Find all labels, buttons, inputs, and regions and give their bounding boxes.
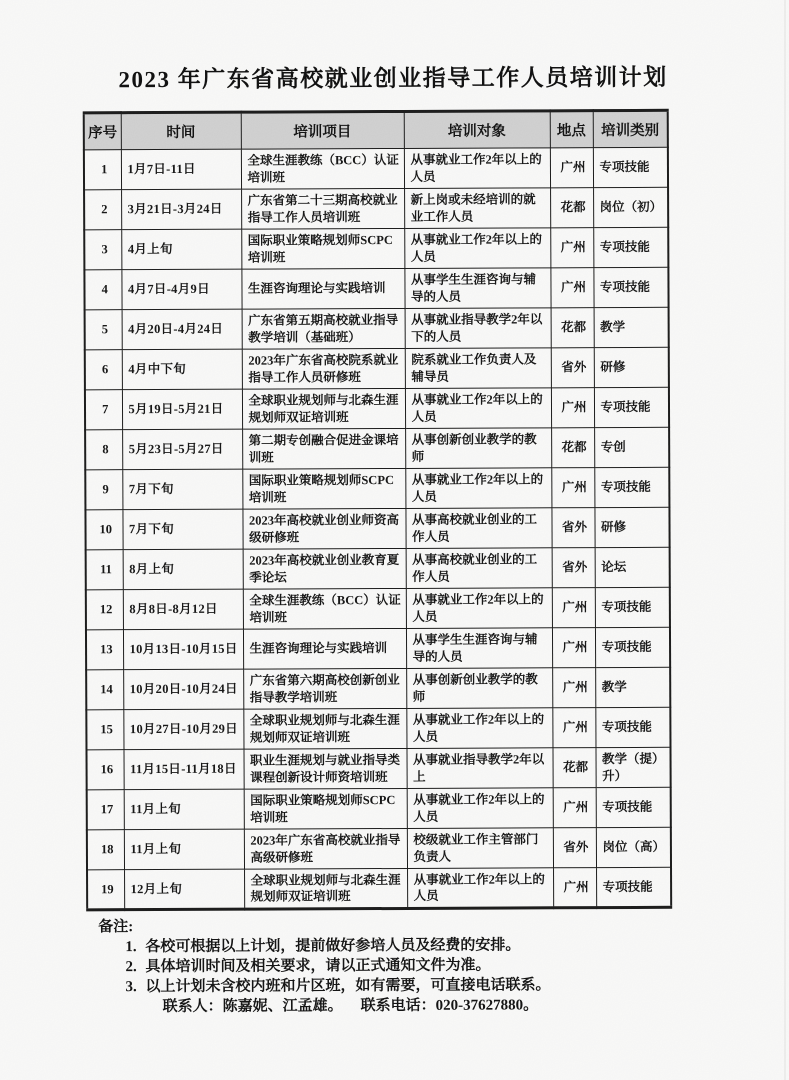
cell-project: 2023年高校就业创业教育夏季论坛 (243, 548, 406, 589)
cell-category: 教学 (594, 307, 669, 347)
cell-category: 专项技能 (595, 707, 670, 747)
cell-project: 全球职业规划师与北森生涯规划师双证培训班 (243, 708, 406, 749)
cell-location: 广州 (551, 468, 594, 508)
table-row (86, 667, 670, 710)
cell-category: 论坛 (595, 547, 670, 587)
cell-project: 生涯咨询理论与实践培训 (241, 268, 404, 309)
table-row (85, 387, 669, 430)
cell-time: 4月中下旬 (122, 349, 242, 390)
cell-location: 广州 (552, 628, 595, 668)
cell-time: 4月7日-4月9日 (121, 269, 241, 310)
page-title: 2023 年广东省高校就业创业指导工作人员培训计划 (118, 64, 668, 93)
header-audience: 培训对象 (404, 111, 550, 149)
cell-category: 专项技能 (593, 267, 668, 307)
cell-no: 3 (84, 230, 121, 270)
cell-location: 广州 (552, 588, 595, 628)
cell-project: 2023年广东省高校就业指导高级研修班 (244, 828, 407, 869)
cell-project: 职业生涯规划与就业指导类课程创新设计师资培训班 (243, 748, 406, 789)
cell-audience: 校级就业工作主管部门负责人 (407, 828, 553, 869)
cell-category: 专项技能 (595, 627, 670, 667)
cell-time: 8月8日-8月12日 (123, 589, 243, 630)
cell-audience: 从事创新创业教学的教师 (405, 428, 551, 469)
cell-project: 广东省第二十三期高校就业指导工作人员培训班 (241, 188, 404, 229)
table-row (87, 827, 671, 870)
cell-location: 花都 (551, 308, 594, 348)
cell-audience: 从事高校就业创业的工作人员 (406, 548, 552, 589)
cell-location: 省外 (553, 828, 596, 868)
cell-audience: 从事就业工作2年以上的人员 (406, 708, 552, 749)
cell-no: 17 (87, 790, 124, 830)
cell-location: 花都 (551, 428, 594, 468)
cell-audience: 从事就业工作2年以上的人员 (404, 228, 550, 269)
cell-location: 广州 (553, 788, 596, 828)
cell-location: 广州 (550, 268, 593, 308)
cell-location: 省外 (552, 548, 595, 588)
note-item (125, 955, 718, 978)
cell-location: 省外 (551, 508, 594, 548)
cell-project: 国际职业策略规划师SCPC培训班 (244, 788, 407, 829)
cell-no: 11 (86, 550, 123, 590)
cell-location: 广州 (550, 148, 593, 188)
cell-audience: 从事创新创业教学的教师 (406, 668, 552, 709)
cell-audience: 从事就业指导教学2年以下的人员 (405, 308, 551, 349)
cell-category: 专项技能 (594, 387, 669, 427)
cell-category: 专项技能 (595, 587, 670, 627)
cell-time: 11月上旬 (124, 789, 244, 830)
cell-category: 专项技能 (594, 467, 669, 507)
cell-no: 13 (86, 630, 123, 670)
header-project: 培训项目 (241, 111, 404, 149)
contact-line (163, 995, 719, 1017)
table-row (86, 707, 670, 750)
cell-time: 5月23日-5月27日 (122, 429, 242, 470)
cell-category: 专项技能 (596, 787, 671, 827)
cell-no: 2 (84, 190, 121, 230)
cell-category: 专项技能 (593, 227, 668, 267)
cell-audience: 从事学生生涯咨询与辅导的人员 (404, 268, 550, 309)
cell-time: 4月上旬 (121, 229, 241, 270)
cell-time: 10月20日-10月24日 (123, 669, 243, 710)
cell-time: 12月上旬 (124, 869, 244, 910)
cell-no: 15 (86, 710, 123, 750)
cell-no: 6 (85, 350, 122, 390)
cell-no: 12 (86, 590, 123, 630)
table-row (84, 227, 668, 270)
cell-location: 花都 (550, 188, 593, 228)
cell-category: 专创 (594, 427, 669, 467)
cell-location: 广州 (552, 668, 595, 708)
cell-project: 全球职业规划师与北森生涯规划师双证培训班 (244, 868, 407, 909)
table-row (86, 747, 670, 790)
cell-location: 广州 (550, 228, 593, 268)
cell-project: 国际职业策略规划师SCPC培训班 (241, 228, 404, 269)
cell-location: 广州 (552, 708, 595, 748)
table-row (87, 867, 671, 910)
cell-audience: 从事就业工作2年以上的人员 (407, 868, 553, 909)
cell-time: 8月上旬 (123, 549, 243, 590)
cell-no: 8 (85, 430, 122, 470)
cell-project: 广东省第五期高校就业指导教学培训（基础班） (242, 308, 405, 349)
cell-category: 专项技能 (596, 867, 671, 907)
cell-location: 广州 (551, 388, 594, 428)
cell-no: 1 (84, 150, 121, 190)
cell-time: 10月27日-10月29日 (123, 709, 243, 750)
cell-no: 5 (85, 310, 122, 350)
cell-audience: 新上岗或未经培训的就业工作人员 (404, 188, 550, 229)
cell-time: 7月下旬 (122, 469, 242, 510)
cell-project: 全球生涯教练（BCC）认证培训班 (241, 148, 404, 189)
cell-no: 9 (85, 470, 122, 510)
cell-project: 2023年高校就业创业师资高级研修班 (242, 508, 405, 549)
cell-category: 研修 (594, 347, 669, 387)
cell-time: 4月20日-4月24日 (122, 309, 242, 350)
cell-category: 岗位（高） (596, 827, 671, 867)
cell-no: 4 (84, 270, 121, 310)
header-location: 地点 (550, 111, 593, 148)
cell-location: 花都 (552, 748, 595, 788)
cell-project: 第二期专创融合促进金课培训班 (242, 428, 405, 469)
note-text: 以上计划未含校内班和片区班，如有需要，可直接电话联系。 (145, 977, 551, 996)
cell-category: 专项技能 (593, 147, 668, 187)
cell-time: 7月下旬 (122, 509, 242, 550)
cell-time: 1月7日-11日 (121, 149, 241, 190)
cell-project: 广东省第六期高校创新创业指导教学培训班 (243, 668, 406, 709)
cell-audience: 从事就业工作2年以上的人员 (405, 388, 551, 429)
cell-audience: 从事就业工作2年以上的人员 (406, 588, 552, 629)
note-text: 具体培训时间及相关要求，请以正式通知文件为准。 (145, 957, 491, 976)
header-time: 时间 (121, 112, 241, 150)
cell-time: 11月15日-11月18日 (123, 749, 243, 790)
table-row (86, 627, 670, 670)
cell-audience: 从事就业工作2年以上的人员 (407, 788, 553, 829)
note-item (125, 975, 718, 998)
cell-audience: 从事高校就业创业的工作人员 (405, 508, 551, 549)
table-row (86, 587, 670, 630)
cell-no: 14 (86, 670, 123, 710)
cell-time: 5月19日-5月21日 (122, 389, 242, 430)
table-body (84, 147, 671, 910)
table-row (85, 347, 669, 390)
cell-project: 国际职业策略规划师SCPC培训班 (242, 468, 405, 509)
cell-audience: 院系就业工作负责人及辅导员 (405, 348, 551, 389)
training-plan-table (83, 109, 672, 912)
cell-project: 全球生涯教练（BCC）认证培训班 (243, 588, 406, 629)
header-category: 培训类别 (593, 110, 668, 147)
cell-time: 11月上旬 (124, 829, 244, 870)
cell-no: 10 (85, 510, 122, 550)
cell-no: 16 (86, 750, 123, 790)
table-row (85, 507, 669, 550)
cell-time: 3月21日-3月24日 (121, 189, 241, 230)
header-no: 序号 (84, 113, 121, 150)
note-text: 各校可根据以上计划，提前做好参培人员及经费的安排。 (145, 937, 521, 956)
table-row (85, 307, 669, 350)
notes-section (98, 916, 718, 1018)
cell-category: 岗位（初） (593, 187, 668, 227)
table-header-row (84, 110, 668, 150)
cell-audience: 从事学生生涯咨询与辅导的人员 (406, 628, 552, 669)
cell-audience: 从事就业工作2年以上的人员 (404, 148, 550, 189)
cell-project: 全球职业规划师与北森生涯规划师双证培训班 (242, 388, 405, 429)
cell-no: 19 (87, 870, 124, 910)
notes-label: 备注: (98, 919, 134, 936)
note-item (125, 935, 718, 958)
table-row (84, 267, 668, 310)
cell-category: 教学（提）升） (595, 747, 670, 787)
table-row (84, 187, 668, 230)
cell-category: 教学 (595, 667, 670, 707)
cell-no: 18 (87, 830, 124, 870)
cell-project: 生涯咨询理论与实践培训 (243, 628, 406, 669)
cell-time: 10月13日-10月15日 (123, 629, 243, 670)
cell-audience: 从事就业工作2年以上的人员 (405, 468, 551, 509)
note-number: 3. (125, 979, 137, 996)
cell-category: 研修 (594, 507, 669, 547)
cell-location: 广州 (553, 868, 596, 908)
table-row (87, 787, 671, 830)
table-row (84, 147, 668, 190)
table-row (85, 427, 669, 470)
note-number: 1. (125, 939, 137, 956)
table-row (86, 547, 670, 590)
cell-no: 7 (85, 390, 122, 430)
contact-phone: 联系电话：020-37627880。 (360, 997, 539, 1015)
contact-person: 联系人：陈嘉妮、江孟雄。 (162, 998, 343, 1016)
cell-project: 2023年广东省高校院系就业指导工作人员研修班 (242, 348, 405, 389)
cell-audience: 从事就业指导教学2年以上 (406, 748, 552, 789)
cell-location: 省外 (551, 348, 594, 388)
table-row (85, 467, 669, 510)
note-number: 2. (125, 959, 137, 976)
table-header (84, 110, 668, 150)
